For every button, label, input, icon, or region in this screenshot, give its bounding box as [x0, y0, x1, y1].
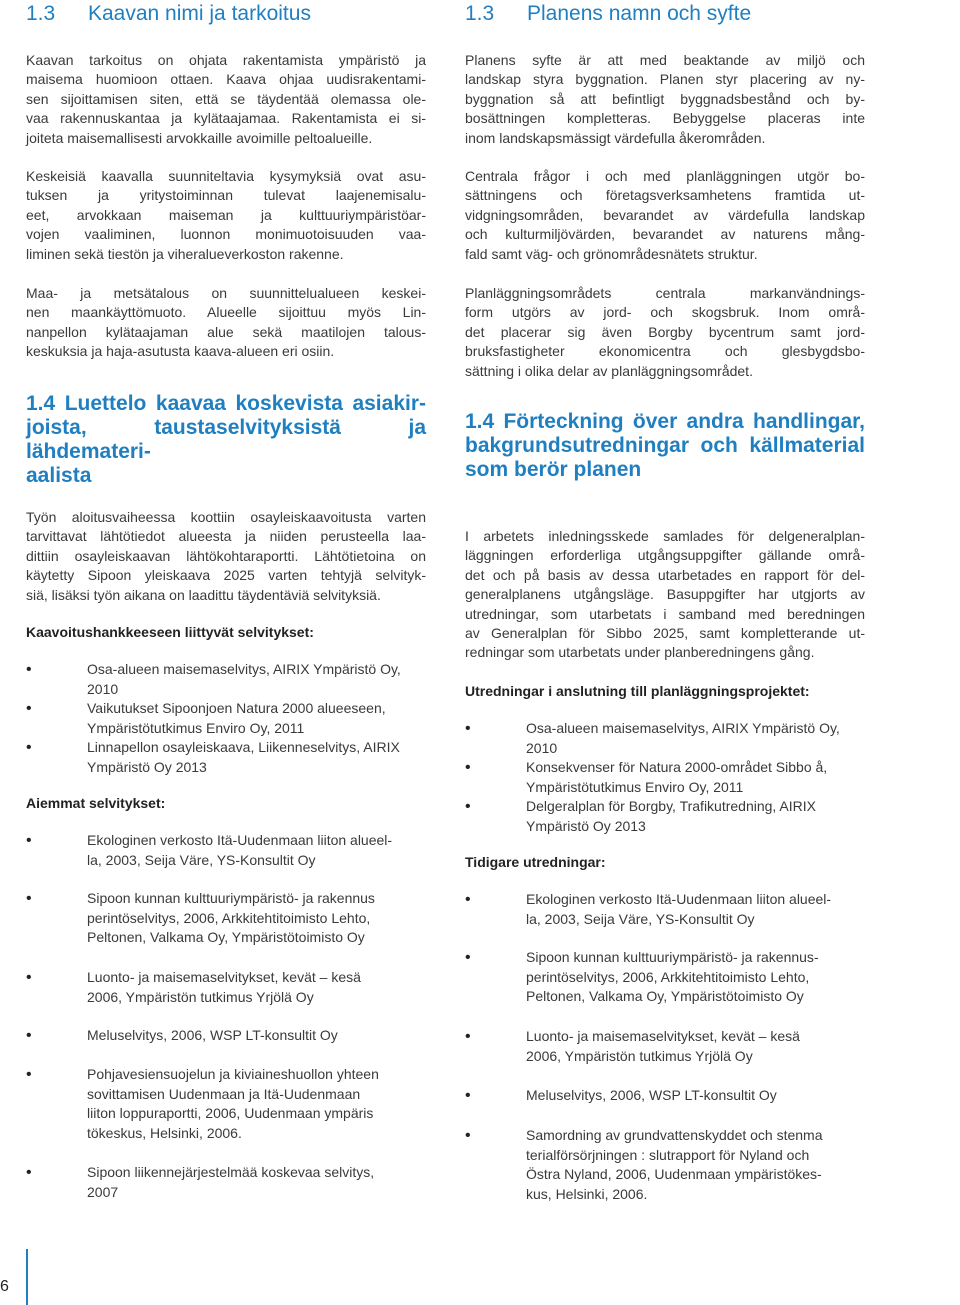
background-paragraph-fi: Työn aloitusvaiheessa koottiin osayleiskaavoitusta varten tarvittavat lähtötiedot alueesta ja niiden perusteella laa- dittiin osayleiskaavan lähtökohtaraportti. Lähtötietoina on käytetty Sipoon yleiskaava 2025 varten tehtyjä selvityk- siä, lisäksi työn aikana on laadittu täydentäviä selvityksiä. [26, 509, 426, 603]
background-paragraph-sv: I arbetets inledningsskede samlades för delgeneralplan- läggningen erforderliga utgångsuppgifter gällande områ- det och på basis av dessa utarbetades en rapport för del- generalplanens utgångsläge. Basuppgifter har utgjorts av utredningar, som utarbetats i samband med beredningen av Generalplan för Sibbo 2025, samt kompletterande ut- redningar som utarbetats under planberedningens gång. [465, 528, 865, 661]
section-heading-1-3-fi: 1.3 Kaavan nimi ja tarkoitus [26, 2, 311, 25]
page-number-rule [26, 1249, 28, 1305]
project-studies-heading-fi: Kaavoitushankkeeseen liittyvät selvitykset: [26, 624, 314, 640]
page-number: 6 [0, 1278, 9, 1295]
key-questions-paragraph-fi: Keskeisiä kaavalla suunniteltavia kysymyksiä ovat asu- tuksen ja yritystoiminnan tulevat laajenemisalu- eet, arvokkaan maiseman ja kulttuuriympäristöar- vojen vaaliminen, luonnon monimuotoisuuden vaa- liminen sekä tiestön ja viheralueverkoston rakenne. [26, 168, 426, 262]
project-studies-heading-sv: Utredningar i anslutning till planläggningsprojektet: [465, 683, 810, 699]
section-heading-1-4-sv: 1.4 Förteckning över andra handlingar, bakgrundsutredningar och källmaterial som berör planen [465, 410, 865, 481]
page-number-box [0, 1249, 26, 1305]
land-use-paragraph-sv: Planläggningsområdets centrala markanvändnings- form utgörs av jord- och skogsbruk. Inom områ- det placerar sig även Borgby bycentrum samt jord- bruksfastigheter ekonomicentra och glesbygdsbo- sättning i olika delar av planläggningsområdet. [465, 285, 865, 379]
purpose-paragraph-sv: Planens syfte är att med beaktande av miljö och landskap styra byggnation. Planen styr placering av ny- byggnation så att befintligt byggnadsbestånd och by- bosättningen kompletteras. Bebyggelse placeras inte inom landskapsmässigt värdefulla åkerområden. [465, 52, 865, 146]
section-heading-1-4-fi: 1.4 Luettelo kaavaa koskevista asiakir- joista, taustaselvityksistä ja lähdemateri- aalista [26, 392, 426, 487]
land-use-paragraph-fi: Maa- ja metsätalous on suunnittelualueen keskei- nen maankäyttömuoto. Alueelle sijoittuu myös Lin- nanpellon kylätaajaman alue sekä maatilojen talous- keskuksia ja haja-asutusta kaava-alueen eri osiin. [26, 285, 426, 360]
earlier-studies-heading-fi: Aiemmat selvitykset: [26, 795, 166, 811]
earlier-studies-heading-sv: Tidigare utredningar: [465, 854, 606, 870]
key-questions-paragraph-sv: Centrala frågor i och med planläggningen utgör bo- sättningens och företagsverksamhetens framtida ut- vidgningsområden, bevarandet av värdefulla landskap och kulturmiljövärden, bevarandet av naturens mång- fald samt väg- och grönområdesnätets struktur. [465, 168, 865, 262]
purpose-paragraph-fi: Kaavan tarkoitus on ohjata rakentamista ympäristö ja maisema huomioon ottaen. Kaava ohjaa uudisrakentami- sen sijoittamisen siten, että se täydentää olemassa ole- vaa rakennuskantaa ja kylätaajamaa. Rakentamista ei si- joiteta maisemallisesti arvokkaille avoimille peltoalueille. [26, 52, 426, 146]
section-heading-1-3-sv: 1.3 Planens namn och syfte [465, 2, 752, 25]
